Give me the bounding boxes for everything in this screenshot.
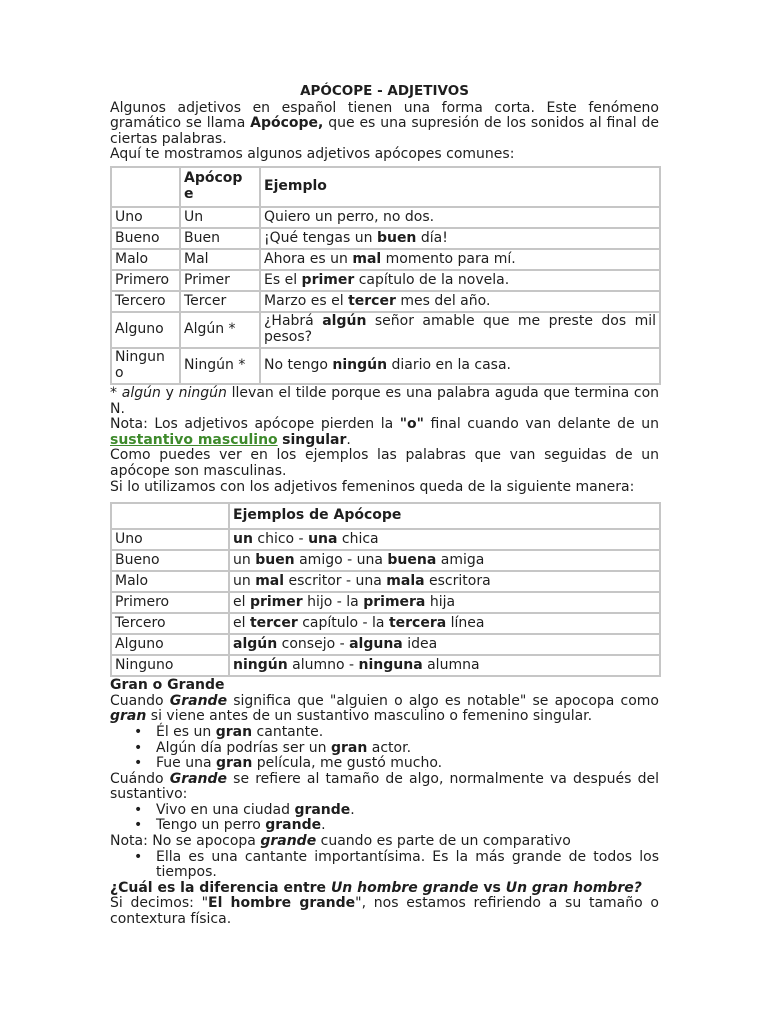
- question-phrase-2: Un gran hombre?: [505, 879, 642, 896]
- list-highlight: gran: [330, 739, 368, 756]
- example-text-end: día!: [416, 229, 448, 246]
- example-cell: [261, 292, 659, 311]
- gran2-text: Cuándo: [110, 770, 170, 787]
- header-cell-empty: [112, 168, 179, 206]
- example-text: el: [233, 614, 250, 631]
- si-paragraph: Si lo utilizamos con los adjetivos femeninos queda de la siguiente manera:: [110, 478, 635, 495]
- sustantivo-masculino-link[interactable]: sustantivo masculino: [110, 431, 278, 448]
- feminine-examples-table: [110, 502, 661, 677]
- list-item: [156, 818, 659, 834]
- example-cell: [261, 208, 659, 227]
- table-row: [112, 292, 659, 311]
- table-row: [112, 551, 659, 570]
- example-highlight: un: [233, 530, 253, 547]
- list-highlight: grande: [265, 817, 322, 834]
- example-text: Marzo es el: [264, 292, 349, 309]
- list-item: • Ella es una cantante importantísima. Es la más grande de todos los tiempos.: [156, 850, 659, 881]
- note-word-ningun: ningún: [178, 384, 227, 401]
- example-cell: [261, 349, 659, 383]
- gran-word-gran: gran: [110, 708, 147, 725]
- example-text: consejo -: [277, 635, 350, 652]
- gran-paragraph-2: [110, 772, 659, 803]
- gran-examples-list: [110, 725, 659, 772]
- final-phrase: El hombre grande: [208, 895, 356, 912]
- header-example-label: Ejemplo: [264, 178, 327, 195]
- nota-text-mid: final cuando van delante de un: [423, 416, 660, 433]
- list-text: actor.: [367, 739, 412, 756]
- list-text: .: [350, 801, 355, 818]
- gran-text-end: si viene antes de un sustantivo masculino o femenino singular.: [146, 708, 593, 725]
- table-row: [112, 530, 659, 549]
- list-item: [156, 756, 659, 772]
- question-vs: vs: [478, 879, 506, 896]
- apocope-cell: Buen: [181, 229, 259, 248]
- example-text: amigo - una: [294, 551, 388, 568]
- gran-nota-end: cuando es parte de un comparativo: [316, 833, 571, 850]
- grande-examples-list: [110, 803, 659, 834]
- list-highlight: grande: [294, 801, 351, 818]
- example-highlight: algún: [322, 313, 367, 330]
- apocope-cell: Mal: [181, 250, 259, 269]
- example-highlight: mala: [386, 572, 425, 589]
- example-text: el: [233, 593, 250, 610]
- example-cell: [230, 530, 659, 549]
- question-text: ¿Cuál es la diferencia entre: [110, 879, 331, 896]
- adjective-cell: Tercero: [112, 292, 179, 311]
- intro-lead: Aquí te mostramos algunos adjetivos apócopes comunes:: [110, 146, 515, 163]
- question-heading: [110, 881, 659, 897]
- example-cell: [230, 635, 659, 654]
- header-cell-example: [261, 168, 659, 206]
- example-highlight: tercera: [388, 614, 447, 631]
- gran-heading: Gran o Grande: [110, 677, 225, 694]
- table-header-row: [112, 504, 659, 528]
- example-highlight: algún: [233, 635, 278, 652]
- table-row: [112, 635, 659, 654]
- adjective-cell: Bueno: [112, 229, 179, 248]
- list-highlight: gran: [216, 755, 253, 772]
- list-text: Tengo un perro: [156, 817, 266, 834]
- example-text: amiga: [436, 551, 485, 568]
- example-highlight: ninguna: [358, 656, 423, 673]
- example-cell: [230, 656, 659, 675]
- adjective-cell: Uno: [112, 530, 228, 549]
- adjective-cell: Bueno: [112, 551, 228, 570]
- example-text: alumno -: [287, 656, 359, 673]
- example-highlight: tercer: [348, 292, 396, 309]
- nota-singular: singular: [282, 431, 347, 448]
- table-row: [112, 656, 659, 675]
- example-text: chico -: [252, 530, 309, 547]
- example-cell: [261, 271, 659, 290]
- example-text-end: momento para mí.: [381, 250, 516, 267]
- list-highlight: gran: [215, 723, 253, 740]
- example-highlight: ningún: [332, 357, 388, 374]
- example-highlight: tercer: [249, 614, 298, 631]
- gran-word-grande: Grande: [169, 692, 228, 709]
- example-text: ¿Habrá: [264, 313, 323, 330]
- intro-text-end: que es una supresión de los sonidos al final de ciertas palabras.: [110, 115, 659, 147]
- list-text: Vivo en una ciudad: [156, 801, 295, 818]
- example-text-end: mes del año.: [395, 292, 491, 309]
- adjective-cell: Ningun o: [112, 349, 179, 383]
- note-star: *: [110, 384, 122, 401]
- adjective-cell: Malo: [112, 572, 228, 591]
- example-highlight: primera: [363, 593, 426, 610]
- list-item: [156, 803, 659, 819]
- gran-text: Cuando: [110, 692, 170, 709]
- table-row: [112, 572, 659, 591]
- page-title: APÓCOPE - ADJETIVOS: [300, 83, 469, 99]
- example-text: hija: [425, 593, 456, 610]
- example-text: No tengo: [264, 357, 333, 374]
- adjective-cell: Ninguno: [112, 656, 228, 675]
- gran-paragraph-1: [110, 694, 659, 725]
- nota-period: .: [346, 431, 351, 448]
- apocope-cell: Algún *: [181, 313, 259, 347]
- example-text: Ahora es un: [264, 250, 353, 267]
- intro-paragraph: [110, 101, 659, 148]
- gran2-text-end: se refiere al tamaño de algo, normalmente va después del sustantivo:: [110, 770, 659, 803]
- example-text: alumna: [422, 656, 480, 673]
- example-cell: [261, 229, 659, 248]
- table-row: [112, 229, 659, 248]
- example-cell: [230, 572, 659, 591]
- apocope-table: [110, 166, 661, 385]
- note-word-algun: algún: [121, 384, 161, 401]
- list-text: Fue una: [156, 755, 216, 772]
- table-row: [112, 614, 659, 633]
- adjective-cell: Primero: [112, 593, 228, 612]
- nota-text: Nota: Los adjetivos apócope pierden la: [110, 416, 400, 433]
- list-item: [156, 741, 659, 757]
- nota-paragraph: [110, 417, 659, 448]
- example-text: línea: [446, 614, 485, 631]
- example-text-end: capítulo de la novela.: [354, 271, 510, 288]
- apocope-cell: Un: [181, 208, 259, 227]
- example-text-end: diario en la casa.: [387, 357, 511, 374]
- final-paragraph: [110, 896, 659, 927]
- apocope-term: Apócope,: [250, 115, 324, 132]
- example-highlight: mal: [352, 250, 382, 267]
- example-text: capítulo - la: [297, 614, 389, 631]
- adjective-cell: Malo: [112, 250, 179, 269]
- example-cell: [230, 551, 659, 570]
- list-text: cantante.: [252, 723, 324, 740]
- table-row: [112, 593, 659, 612]
- gran-text-mid: significa que "alguien o algo es notable" se apocopa como: [227, 692, 659, 709]
- table-row: [112, 208, 659, 227]
- example-highlight: primer: [249, 593, 303, 610]
- header-cell-empty: [112, 504, 228, 528]
- header-examples-label: Ejemplos de Apócope: [233, 507, 402, 524]
- example-highlight: buen: [376, 229, 417, 246]
- example-text-end: señor amable que me preste dos mil pesos?: [264, 313, 656, 345]
- apocope-cell: Primer: [181, 271, 259, 290]
- example-text: hijo - la: [302, 593, 364, 610]
- example-text: Es el: [264, 271, 302, 288]
- example-cell: [230, 614, 659, 633]
- document-page: [110, 84, 659, 928]
- intro-text: Algunos adjetivos en español tienen una forma corta. Este fenómeno gramático se llama: [110, 99, 659, 132]
- note-text-end: llevan el tilde porque es una palabra aguda que termina con N.: [110, 384, 660, 417]
- example-text: idea: [402, 635, 438, 652]
- example-text: Quiero un perro, no dos.: [264, 208, 435, 225]
- adjective-cell: Alguno: [112, 635, 228, 654]
- table-row: [112, 250, 659, 269]
- example-highlight: ningún: [233, 656, 288, 673]
- example-highlight: buena: [387, 551, 437, 568]
- header-cell-apocope: [181, 168, 259, 206]
- adjective-cell: Primero: [112, 271, 179, 290]
- nota-letter-o: "o": [399, 416, 424, 433]
- table-row: [112, 349, 659, 383]
- final-text: Si decimos: ": [110, 895, 209, 912]
- example-highlight: una: [308, 530, 338, 547]
- example-text: chica: [337, 530, 379, 547]
- gran2-word-grande: Grande: [169, 770, 228, 787]
- accent-note: [110, 386, 659, 417]
- table-row: [112, 271, 659, 290]
- como-paragraph: Como puedes ver en los ejemplos las palabras que van seguidas de un apócope son masculinas.: [110, 447, 659, 479]
- gran-nota-grande: grande: [260, 833, 317, 850]
- adjective-cell: Uno: [112, 208, 179, 227]
- list-text: Algún día podrías ser un: [156, 739, 331, 756]
- example-text: ¡Qué tengas un: [264, 229, 377, 246]
- example-text: escritor - una: [284, 572, 387, 589]
- example-highlight: primer: [301, 271, 355, 288]
- note-text: y: [160, 384, 179, 401]
- comparativo-list: [110, 850, 659, 881]
- example-text: un: [233, 551, 256, 568]
- list-text: Él es un: [156, 723, 216, 740]
- example-text: un: [233, 572, 256, 589]
- question-phrase-1: Un hombre grande: [330, 879, 479, 896]
- gran-nota-text: Nota: No se apocopa: [110, 833, 261, 850]
- table-header-row: [112, 168, 659, 206]
- list-item: [156, 725, 659, 741]
- apocope-cell: Tercer: [181, 292, 259, 311]
- example-highlight: buen: [255, 551, 295, 568]
- example-text: escritora: [424, 572, 491, 589]
- header-apocope-label: Apócop e: [184, 170, 243, 202]
- final-text-end: ", nos estamos refiriendo a su tamaño o contextura física.: [110, 895, 659, 928]
- example-cell: [261, 313, 659, 347]
- example-cell: [230, 593, 659, 612]
- adjective-cell: Alguno: [112, 313, 179, 347]
- apocope-cell: Ningún *: [181, 349, 259, 383]
- example-highlight: mal: [255, 572, 285, 589]
- header-cell-examples: [230, 504, 659, 528]
- example-highlight: alguna: [349, 635, 403, 652]
- table-row: [112, 313, 659, 347]
- list-text: .: [321, 817, 326, 834]
- example-cell: [261, 250, 659, 269]
- gran-nota: [110, 834, 659, 850]
- list-text: película, me gustó mucho.: [252, 755, 443, 772]
- adjective-cell: Tercero: [112, 614, 228, 633]
